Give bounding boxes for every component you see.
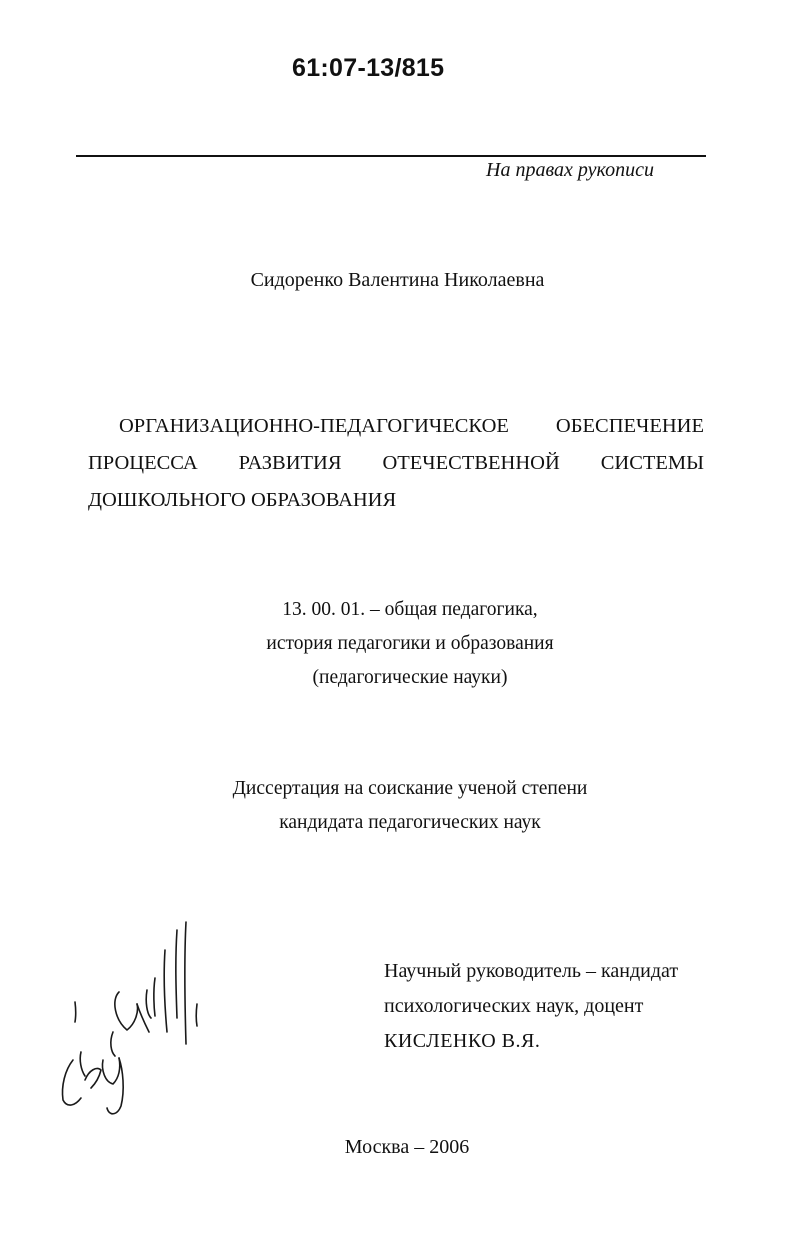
signature-stroke [115,992,138,1030]
advisor-rank-line: психологических наук, доцент [384,995,644,1017]
signature-stroke [85,1068,101,1088]
specialty-name-line: история педагогики и образования [266,633,554,654]
degree-line-1: Диссертация на соискание ученой степени [232,778,588,799]
signature-stroke [102,1058,119,1084]
specialty-field-line: (педагогические науки) [312,667,508,688]
degree-line-2: кандидата педагогических наук [279,812,541,833]
catalog-number: 61:07-13/815 [292,54,445,82]
advisor-block [384,954,678,1059]
signature-stroke [111,1032,115,1056]
header-divider [76,155,706,157]
advisor-role-line: Научный руководитель – кандидат [384,960,679,982]
signature-stroke [107,1058,123,1114]
title-word: РАЗВИТИЯ [238,452,342,474]
title-word: ОРГАНИЗАЦИОННО-ПЕДАГОГИЧЕСКОЕ [119,415,509,437]
signature-stroke [164,950,167,1032]
signature-stroke [154,978,155,1016]
title-word: СИСТЕМЫ [600,452,705,474]
title-word: ОТЕЧЕСТВЕННОЙ [382,452,560,474]
specialty-code-line: 13. 00. 01. – общая педагогика, [282,599,538,620]
title-word: ПРОЦЕССА [88,452,198,474]
signature-stroke [75,1002,76,1022]
author-name: Сидоренко Валентина Николаевна [250,269,545,291]
title-line-1 [88,408,704,445]
signature-mark [55,920,215,1130]
signature-stroke [196,1004,197,1026]
signature-stroke [146,990,151,1018]
title-line-3: ДОШКОЛЬНОГО ОБРАЗОВАНИЯ [88,489,397,511]
city-year: Москва – 2006 [344,1136,470,1158]
degree-block [0,772,795,840]
specialty-block [0,593,795,695]
dissertation-title [88,408,704,519]
signature-stroke [185,922,186,1044]
title-word: ОБЕСПЕЧЕНИЕ [555,415,704,437]
title-line-2 [88,445,704,482]
advisor-name: КИСЛЕНКО В.Я. [384,1030,541,1052]
signature-stroke [62,1060,81,1105]
signature-stroke [80,1052,85,1076]
manuscript-note: На правах рукописи [486,159,654,181]
signature-stroke [176,930,177,1018]
